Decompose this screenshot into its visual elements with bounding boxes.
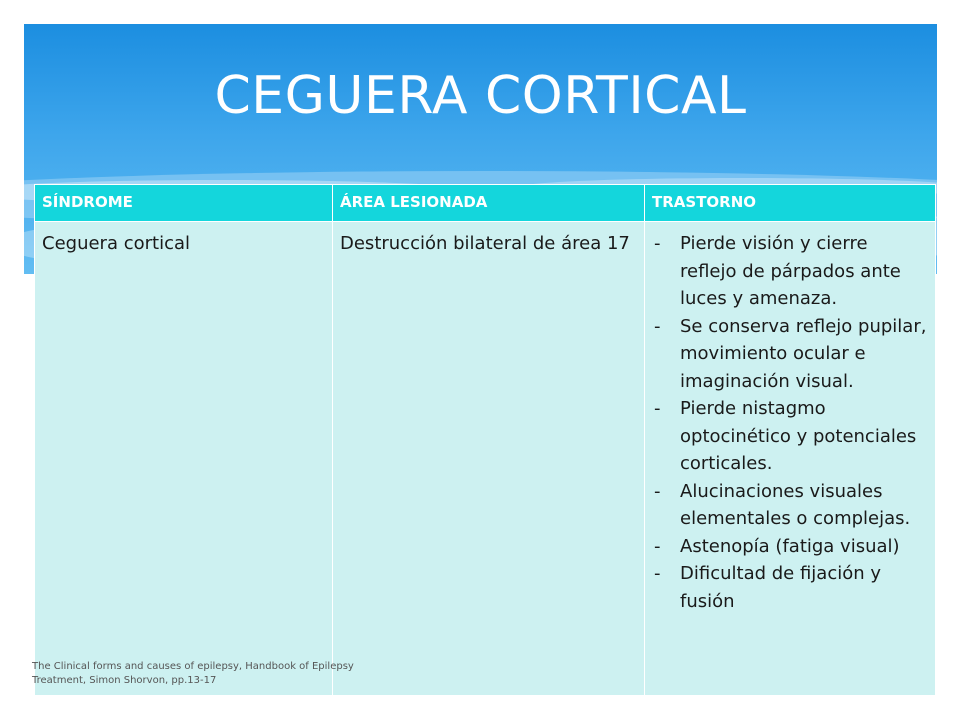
- bullet-dash: -: [654, 563, 661, 584]
- trastorno-item-text: Astenopía (fatiga visual): [680, 535, 900, 557]
- table-row: [35, 222, 936, 696]
- header-area-lesionada: ÁREA LESIONADA: [333, 185, 645, 222]
- syndrome-table: [34, 184, 936, 696]
- table-header-row: [35, 185, 936, 222]
- trastorno-item: [652, 230, 928, 313]
- cell-sindrome: Ceguera cortical: [35, 222, 333, 696]
- cell-trastorno: [645, 222, 936, 696]
- trastorno-item-text: Pierde visión y cierre reflejo de párpados ante luces y amenaza.: [680, 233, 901, 309]
- trastorno-item-text: Pierde nistagmo optocinético y potenciales corticales.: [680, 398, 917, 474]
- bullet-dash: -: [654, 315, 661, 337]
- slide: [24, 24, 937, 696]
- trastorno-item: [652, 313, 928, 396]
- trastorno-list: [652, 230, 928, 615]
- slide-title: CEGUERA CORTICAL: [214, 66, 747, 126]
- trastorno-item: [652, 560, 928, 615]
- bullet-dash: -: [654, 233, 661, 254]
- trastorno-item: [652, 533, 928, 561]
- header-sindrome: SÍNDROME: [35, 185, 333, 222]
- trastorno-item-text: Dificultad de fijación y fusión: [680, 563, 882, 612]
- bullet-dash: -: [654, 480, 661, 502]
- trastorno-item: [652, 395, 928, 478]
- cell-area-lesionada: Destrucción bilateral de área 17: [333, 222, 645, 696]
- bullet-dash: -: [654, 398, 661, 419]
- bullet-dash: -: [654, 535, 661, 557]
- header-trastorno: TRASTORNO: [645, 185, 936, 222]
- trastorno-item-text: Alucinaciones visuales elementales o complejas.: [680, 480, 911, 529]
- trastorno-item-text: Se conserva reflejo pupilar, movimiento ocular e imaginación visual.: [680, 315, 927, 392]
- citation-footnote: The Clinical forms and causes of epilepsy, Handbook of Epilepsy Treatment, Simon Shorvon, pp.13-17: [32, 661, 354, 686]
- trastorno-item: [652, 478, 928, 533]
